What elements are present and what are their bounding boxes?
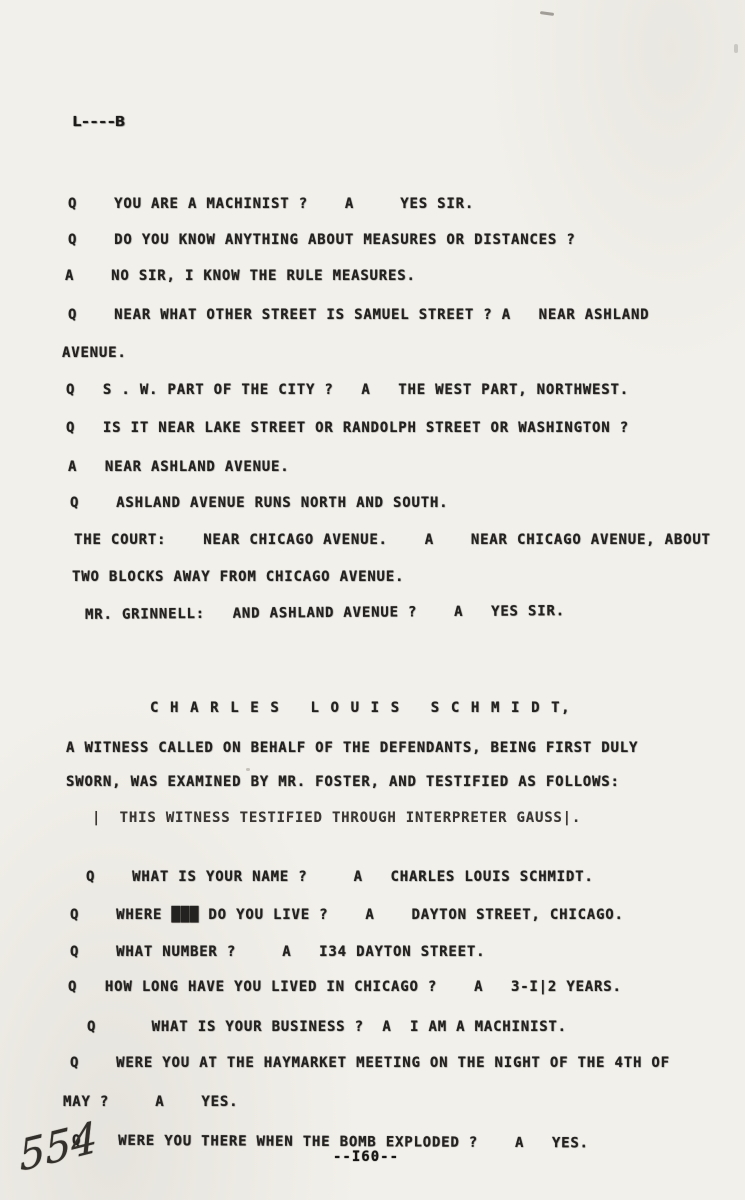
qa-line-lake-street: Q IS IT NEAR LAKE STREET OR RANDOLPH STREET OR WASHINGTON ?	[66, 420, 629, 436]
qa-line-samuel-street: Q NEAR WHAT OTHER STREET IS SAMUEL STREET ? A NEAR ASHLAND	[68, 307, 650, 323]
witness-name-heading: C H A R L E S L O U I S S C H M I D T,	[150, 700, 572, 716]
interpreter-note-line: | THIS WITNESS TESTIFIED THROUGH INTERPRETER GAUSS|.	[92, 810, 582, 826]
qa-line-sw-part: Q S . W. PART OF THE CITY ? A THE WEST PART, NORTHWEST.	[66, 382, 629, 398]
line-two-blocks: TWO BLOCKS AWAY FROM CHICAGO AVENUE.	[72, 569, 405, 585]
qa-line-name: Q WHAT IS YOUR NAME ? A CHARLES LOUIS SCHMIDT.	[86, 869, 594, 885]
scan-artifact-speck	[734, 44, 738, 53]
qa-line-haymarket: Q WERE YOU AT THE HAYMARKET MEETING ON THE NIGHT OF THE 4TH OF	[70, 1055, 670, 1071]
scan-artifact-speck	[246, 768, 250, 771]
qa-line-business: Q WHAT IS YOUR BUSINESS ? A I AM A MACHINIST.	[87, 1019, 567, 1035]
page-number: --I60--	[333, 1149, 400, 1165]
line-may-yes: MAY ? A YES.	[63, 1094, 239, 1110]
qa-line-what-number: Q WHAT NUMBER ? A I34 DAYTON STREET.	[70, 944, 486, 960]
witness-intro-line-2: SWORN, WAS EXAMINED BY MR. FOSTER, AND TESTIFIED AS FOLLOWS:	[66, 774, 620, 790]
qa-line-measures: Q DO YOU KNOW ANYTHING ABOUT MEASURES OR DISTANCES ?	[68, 232, 576, 248]
typist-mark: L----B	[72, 113, 124, 130]
scan-artifact-speck	[540, 11, 554, 16]
qa-line-bomb-exploded: Q WERE YOU THERE WHEN THE BOMB EXPLODED ? A YES.	[71, 1132, 589, 1152]
mr-grinnell-line: MR. GRINNELL: AND ASHLAND AVENUE ? A YES SIR.	[84, 603, 565, 623]
qa-line-where-live: Q WHERE ███ DO YOU LIVE ? A DAYTON STREET, CHICAGO.	[70, 907, 624, 923]
answer-line-rule: A NO SIR, I KNOW THE RULE MEASURES.	[65, 268, 416, 284]
line-avenue-cont: AVENUE.	[62, 345, 127, 361]
qa-line-machinist: Q YOU ARE A MACHINIST ? A YES SIR.	[68, 196, 475, 212]
answer-line-ashland: A NEAR ASHLAND AVENUE.	[68, 459, 290, 475]
the-court-line: THE COURT: NEAR CHICAGO AVENUE. A NEAR CHICAGO AVENUE, ABOUT	[74, 532, 711, 548]
handwritten-folio: 554	[17, 1111, 99, 1182]
qa-line-runs-north-south: Q ASHLAND AVENUE RUNS NORTH AND SOUTH.	[70, 495, 449, 511]
witness-intro-line-1: A WITNESS CALLED ON BEHALF OF THE DEFENDANTS, BEING FIRST DULY	[66, 740, 639, 756]
qa-line-how-long: Q HOW LONG HAVE YOU LIVED IN CHICAGO ? A 3-I|2 YEARS.	[68, 979, 622, 995]
